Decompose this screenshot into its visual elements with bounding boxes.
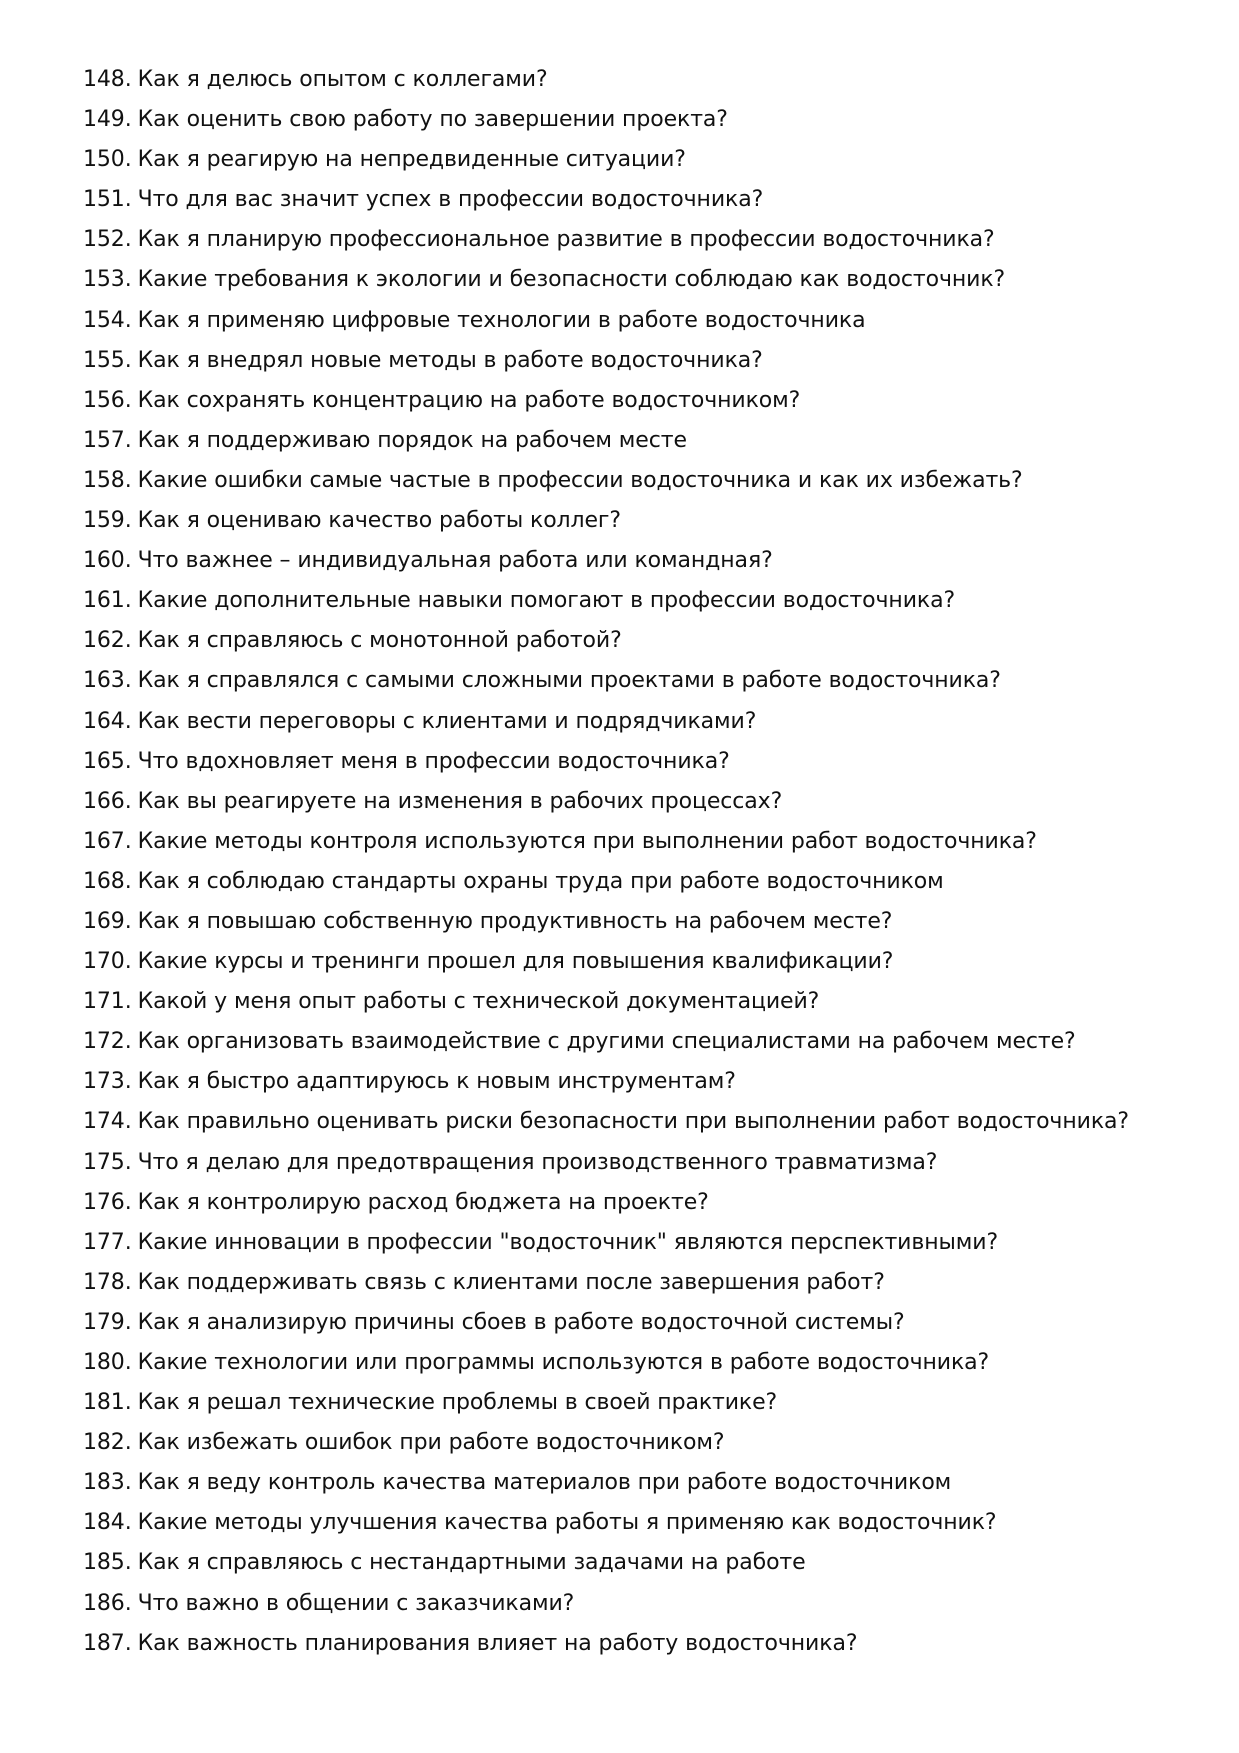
question-number: 175. bbox=[83, 1149, 132, 1175]
question-text: Как я повышаю собственную продуктивность на рабочем месте? bbox=[137, 908, 893, 934]
question-text: Как я соблюдаю стандарты охраны труда при работе водосточником bbox=[137, 868, 944, 894]
question-text: Как важность планирования влияет на работу водосточника? bbox=[137, 1630, 858, 1656]
question-text: Как я решал технические проблемы в своей практике? bbox=[137, 1390, 778, 1416]
list-item bbox=[83, 260, 1183, 300]
question-text: Какие методы контроля используются при выполнении работ водосточника? bbox=[137, 828, 1037, 854]
question-number: 158. bbox=[83, 467, 132, 493]
question-number: 176. bbox=[83, 1189, 132, 1215]
question-number: 174. bbox=[83, 1109, 132, 1135]
question-text: Какие требования к экологии и безопасности соблюдаю как водосточник? bbox=[137, 267, 1006, 293]
list-item bbox=[83, 1624, 1183, 1664]
list-item bbox=[83, 742, 1183, 782]
list-item bbox=[83, 581, 1183, 621]
question-text: Как я контролирую расход бюджета на проекте? bbox=[137, 1189, 709, 1215]
question-number: 153. bbox=[83, 267, 132, 293]
question-text: Какие ошибки самые частые в профессии водосточника и как их избежать? bbox=[137, 467, 1023, 493]
question-number: 181. bbox=[83, 1390, 132, 1416]
list-item bbox=[83, 541, 1183, 581]
question-number: 152. bbox=[83, 227, 132, 253]
question-text: Как я справляюсь с нестандартными задачами на работе bbox=[137, 1550, 806, 1576]
list-item bbox=[83, 942, 1183, 982]
question-number: 161. bbox=[83, 588, 132, 614]
question-text: Как правильно оценивать риски безопасности при выполнении работ водосточника? bbox=[137, 1109, 1129, 1135]
question-number: 162. bbox=[83, 628, 132, 654]
list-item bbox=[83, 100, 1183, 140]
question-number: 155. bbox=[83, 347, 132, 373]
question-number: 166. bbox=[83, 788, 132, 814]
list-item bbox=[83, 822, 1183, 862]
question-text: Какие технологии или программы используются в работе водосточника? bbox=[137, 1350, 990, 1375]
question-text: Какие дополнительные навыки помогают в профессии водосточника? bbox=[137, 588, 956, 614]
question-number: 150. bbox=[83, 147, 132, 173]
question-text: Как я веду контроль качества материалов при работе водосточником bbox=[137, 1470, 952, 1496]
question-text: Как я справляюсь с монотонной работой? bbox=[137, 628, 622, 654]
question-number: 170. bbox=[83, 949, 132, 975]
list-item bbox=[83, 782, 1183, 822]
list-item bbox=[83, 1423, 1183, 1463]
question-number: 171. bbox=[83, 989, 132, 1015]
question-list bbox=[83, 60, 1183, 1664]
list-item bbox=[83, 501, 1183, 541]
question-text: Как я быстро адаптируюсь к новым инструментам? bbox=[137, 1069, 736, 1095]
question-number: 169. bbox=[83, 908, 132, 934]
list-item bbox=[83, 862, 1183, 902]
question-text: Какие инновации в профессии "водосточник" являются перспективными? bbox=[137, 1229, 999, 1255]
question-number: 157. bbox=[83, 427, 132, 453]
question-number: 182. bbox=[83, 1430, 132, 1456]
question-text: Как избежать ошибок при работе водосточником? bbox=[137, 1430, 725, 1456]
question-text: Что важнее – индивидуальная работа или командная? bbox=[137, 548, 773, 574]
question-text: Как поддерживать связь с клиентами после завершения работ? bbox=[137, 1269, 885, 1295]
list-item bbox=[83, 60, 1183, 100]
list-item bbox=[83, 1543, 1183, 1583]
list-item bbox=[83, 1183, 1183, 1223]
question-number: 164. bbox=[83, 708, 132, 734]
list-item bbox=[83, 902, 1183, 942]
question-number: 148. bbox=[83, 67, 132, 92]
question-text: Как я оцениваю качество работы коллег? bbox=[137, 508, 621, 534]
list-item bbox=[83, 1303, 1183, 1343]
question-number: 172. bbox=[83, 1029, 132, 1055]
question-number: 163. bbox=[83, 668, 132, 694]
list-item bbox=[83, 1503, 1183, 1543]
question-number: 186. bbox=[83, 1590, 132, 1616]
list-item bbox=[83, 1463, 1183, 1503]
list-item bbox=[83, 140, 1183, 180]
question-number: 173. bbox=[83, 1069, 132, 1095]
list-item bbox=[83, 1263, 1183, 1303]
question-number: 183. bbox=[83, 1470, 132, 1496]
question-text: Как сохранять концентрацию на работе водосточником? bbox=[137, 387, 801, 413]
list-item bbox=[83, 982, 1183, 1022]
question-text: Как организовать взаимодействие с другими специалистами на рабочем месте? bbox=[137, 1029, 1076, 1055]
list-item bbox=[83, 1062, 1183, 1102]
question-number: 184. bbox=[83, 1510, 132, 1536]
list-item bbox=[83, 381, 1183, 421]
question-number: 154. bbox=[83, 307, 132, 333]
question-text: Как я планирую профессиональное развитие в профессии водосточника? bbox=[137, 227, 995, 253]
question-text: Что важно в общении с заказчиками? bbox=[137, 1590, 575, 1616]
question-number: 149. bbox=[83, 107, 132, 133]
question-text: Как я справлялся с самыми сложными проектами в работе водосточника? bbox=[137, 668, 1001, 694]
question-text: Что я делаю для предотвращения производственного травматизма? bbox=[137, 1149, 938, 1175]
question-text: Что вдохновляет меня в профессии водосточника? bbox=[137, 748, 730, 774]
question-number: 159. bbox=[83, 508, 132, 534]
question-text: Как оценить свою работу по завершении проекта? bbox=[137, 107, 728, 133]
list-item bbox=[83, 1022, 1183, 1062]
question-text: Как я поддерживаю порядок на рабочем месте bbox=[137, 427, 687, 453]
list-item bbox=[83, 1223, 1183, 1263]
list-item bbox=[83, 661, 1183, 701]
question-text: Как я анализирую причины сбоев в работе водосточной системы? bbox=[137, 1309, 905, 1335]
question-number: 187. bbox=[83, 1630, 132, 1656]
question-text: Как я внедрял новые методы в работе водосточника? bbox=[137, 347, 763, 373]
list-item bbox=[83, 621, 1183, 661]
question-text: Как вести переговоры с клиентами и подрядчиками? bbox=[137, 708, 757, 734]
list-item bbox=[83, 1343, 1183, 1383]
question-text: Какие курсы и тренинги прошел для повышения квалификации? bbox=[137, 949, 894, 975]
question-text: Как я реагирую на непредвиденные ситуации? bbox=[137, 147, 686, 173]
question-text: Как я применяю цифровые технологии в работе водосточника bbox=[137, 307, 866, 333]
list-item bbox=[83, 1102, 1183, 1142]
question-text: Как вы реагируете на изменения в рабочих процессах? bbox=[137, 788, 783, 814]
question-number: 167. bbox=[83, 828, 132, 854]
question-text: Какой у меня опыт работы с технической документацией? bbox=[137, 989, 820, 1015]
list-item bbox=[83, 461, 1183, 501]
list-item bbox=[83, 180, 1183, 220]
list-item bbox=[83, 1383, 1183, 1423]
list-item bbox=[83, 1584, 1183, 1624]
question-number: 178. bbox=[83, 1269, 132, 1295]
question-number: 156. bbox=[83, 387, 132, 413]
question-number: 180. bbox=[83, 1350, 132, 1375]
question-text: Какие методы улучшения качества работы я применяю как водосточник? bbox=[137, 1510, 997, 1536]
list-item bbox=[83, 220, 1183, 260]
list-item bbox=[83, 301, 1183, 341]
question-number: 160. bbox=[83, 548, 132, 574]
list-item bbox=[83, 1143, 1183, 1183]
list-item bbox=[83, 341, 1183, 381]
question-number: 168. bbox=[83, 868, 132, 894]
question-number: 151. bbox=[83, 187, 132, 213]
question-number: 185. bbox=[83, 1550, 132, 1576]
list-item bbox=[83, 702, 1183, 742]
question-number: 165. bbox=[83, 748, 132, 774]
question-text: Как я делюсь опытом с коллегами? bbox=[137, 67, 548, 92]
question-text: Что для вас значит успех в профессии водосточника? bbox=[137, 187, 764, 213]
question-number: 177. bbox=[83, 1229, 132, 1255]
question-number: 179. bbox=[83, 1309, 132, 1335]
list-item bbox=[83, 421, 1183, 461]
